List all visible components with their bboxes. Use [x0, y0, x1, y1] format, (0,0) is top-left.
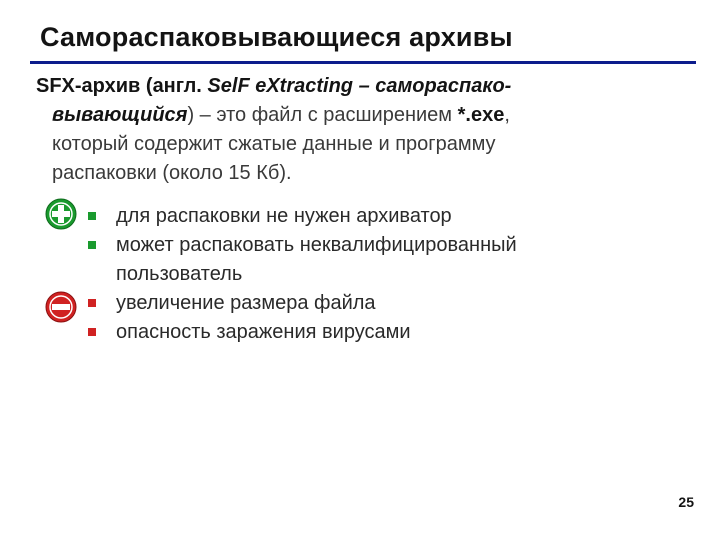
intro-english-term: SelF eXtracting – самораспако-	[207, 75, 512, 97]
advantage-text: для распаковки не нужен архиватор	[116, 205, 452, 227]
disadvantage-item	[84, 318, 644, 347]
bullet-square-icon	[88, 241, 96, 249]
advantage-text: может распаковать неквалифицированный пользователь	[116, 234, 517, 285]
intro-paragraph	[36, 72, 676, 188]
pros-cons-list	[84, 202, 644, 347]
intro-line-2	[36, 101, 676, 130]
intro-extension: *.exe	[457, 104, 505, 126]
page-number: 25	[678, 494, 694, 510]
plus-circle-icon	[45, 198, 77, 230]
disadvantage-item	[84, 289, 644, 318]
intro-definition: ) – это файл с расширением	[187, 104, 458, 126]
bullet-square-icon	[88, 299, 96, 307]
intro-term-continued: вывающийся	[52, 104, 188, 126]
disadvantage-text: увеличение размера файла	[116, 292, 376, 314]
intro-line-1	[36, 75, 511, 97]
title-underline	[30, 61, 696, 64]
advantage-item	[84, 231, 644, 289]
intro-term: SFX-архив (англ.	[36, 75, 208, 97]
intro-comma: ,	[504, 104, 510, 126]
advantage-item	[84, 202, 644, 231]
minus-circle-icon	[45, 291, 77, 323]
bullet-square-icon	[88, 212, 96, 220]
disadvantage-text: опасность заражения вирусами	[116, 321, 411, 343]
bullet-square-icon	[88, 328, 96, 336]
intro-line-3: который содержит сжатые данные и программу	[52, 133, 496, 155]
slide-title: Самораспаковывающиеся архивы	[40, 22, 513, 52]
intro-line-4: распаковки (около 15 Кб).	[52, 162, 292, 184]
